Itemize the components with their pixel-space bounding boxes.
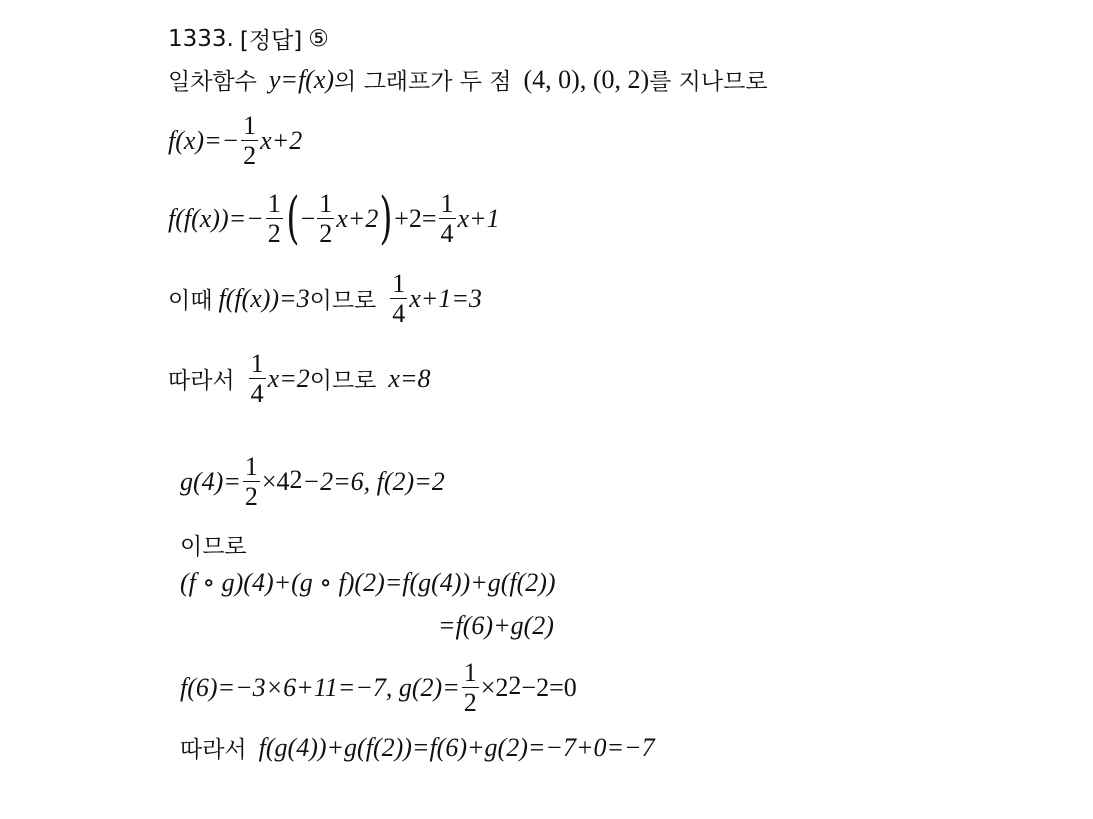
fraction-numerator: 1	[463, 658, 477, 687]
therefore-text: 이므로	[180, 534, 247, 560]
ff-after: +2=	[394, 203, 437, 233]
cond-mid: 이므로	[309, 288, 377, 315]
g2-exponent: 2	[508, 670, 522, 700]
fraction-numerator: 1	[250, 349, 264, 378]
intro-mid: 의 그래프가 두 점	[334, 69, 512, 95]
g4-rest: −2=6, f(2)=2	[302, 466, 445, 496]
intro-expr: y=f(x)	[268, 64, 335, 94]
final-line	[180, 731, 655, 764]
fraction-denominator: 4	[392, 299, 406, 329]
left-paren: (	[286, 185, 300, 251]
cond-rhs: x+1=3	[409, 283, 482, 313]
right-paren: )	[379, 185, 393, 251]
intro-end: 를 지나므로	[649, 69, 768, 95]
ff-inner-lead: −	[300, 203, 316, 233]
f-def-lhs: f(x)=−	[168, 125, 240, 155]
fraction-numerator: 1	[244, 452, 258, 481]
problem-number: 1333.	[168, 25, 234, 52]
fraction-one-half	[266, 190, 283, 248]
answer-mark: ⑤	[308, 25, 329, 52]
intro-text: 일차함수	[168, 69, 257, 95]
composition-line	[180, 568, 556, 598]
fraction-denominator: 2	[319, 219, 333, 249]
fraction-one-half	[243, 453, 260, 511]
fraction-one-half	[462, 659, 479, 717]
g2-times: ×2	[480, 672, 509, 702]
fraction-numerator: 1	[440, 189, 454, 218]
f6-line	[180, 659, 577, 717]
fraction-numerator: 1	[267, 189, 281, 218]
g4-lhs: g(4)=	[180, 466, 241, 496]
fraction-denominator: 4	[440, 219, 454, 249]
fraction-numerator: 1	[243, 111, 257, 140]
intro-line	[168, 63, 768, 96]
cond-prefix: 이때	[168, 288, 213, 315]
f-def-rhs: x+2	[260, 125, 303, 155]
final-expr: f(g(4))+g(f(2))=f(6)+g(2)=−7+0=−7	[258, 732, 655, 762]
fraction-one-quarter	[249, 350, 266, 408]
conclusion-rhs: x=2	[267, 363, 310, 393]
composition-line-2	[438, 611, 554, 641]
conclusion-result: x=8	[388, 363, 431, 393]
conclusion-mid: 이므로	[309, 368, 377, 395]
ff-inner-rhs: x+2	[336, 203, 379, 233]
final-prefix: 따라서	[180, 737, 247, 763]
condition-line	[168, 270, 482, 328]
fraction-one-half	[241, 112, 258, 170]
composition-lhs: (f ∘ g)(4)+(g ∘ f)(2)=f(g(4))+g(f(2))	[180, 568, 556, 597]
f-definition	[168, 112, 302, 170]
fraction-denominator: 2	[243, 141, 257, 171]
g2-rest: −2=0	[521, 672, 577, 702]
therefore-line	[180, 528, 247, 561]
f6-expr: f(6)=−3×6+11=−7, g(2)=	[180, 672, 460, 702]
problem-header	[168, 22, 329, 55]
fraction-one-quarter	[439, 190, 456, 248]
ff-result-rhs: x+1	[457, 203, 500, 233]
conclusion-line	[168, 350, 431, 408]
answer-label: [정답]	[239, 28, 303, 54]
fraction-denominator: 2	[244, 482, 258, 512]
cond-expr: f(f(x))=3	[218, 283, 310, 313]
fraction-one-quarter	[390, 270, 407, 328]
g4-line	[180, 453, 445, 511]
ff-lhs: f(f(x))=−	[168, 203, 264, 233]
composition-line2-expr: =f(6)+g(2)	[438, 611, 554, 640]
g4-times: ×4	[261, 466, 290, 496]
fraction-numerator: 1	[319, 189, 333, 218]
ff-equation	[168, 185, 500, 251]
fraction-numerator: 1	[392, 269, 406, 298]
conclusion-prefix: 따라서	[168, 368, 235, 395]
intro-points: (4, 0), (0, 2)	[523, 64, 650, 94]
fraction-denominator: 2	[267, 219, 281, 249]
fraction-one-half	[317, 190, 334, 248]
fraction-denominator: 4	[250, 379, 264, 409]
fraction-denominator: 2	[463, 688, 477, 718]
g4-exponent: 2	[289, 464, 303, 494]
